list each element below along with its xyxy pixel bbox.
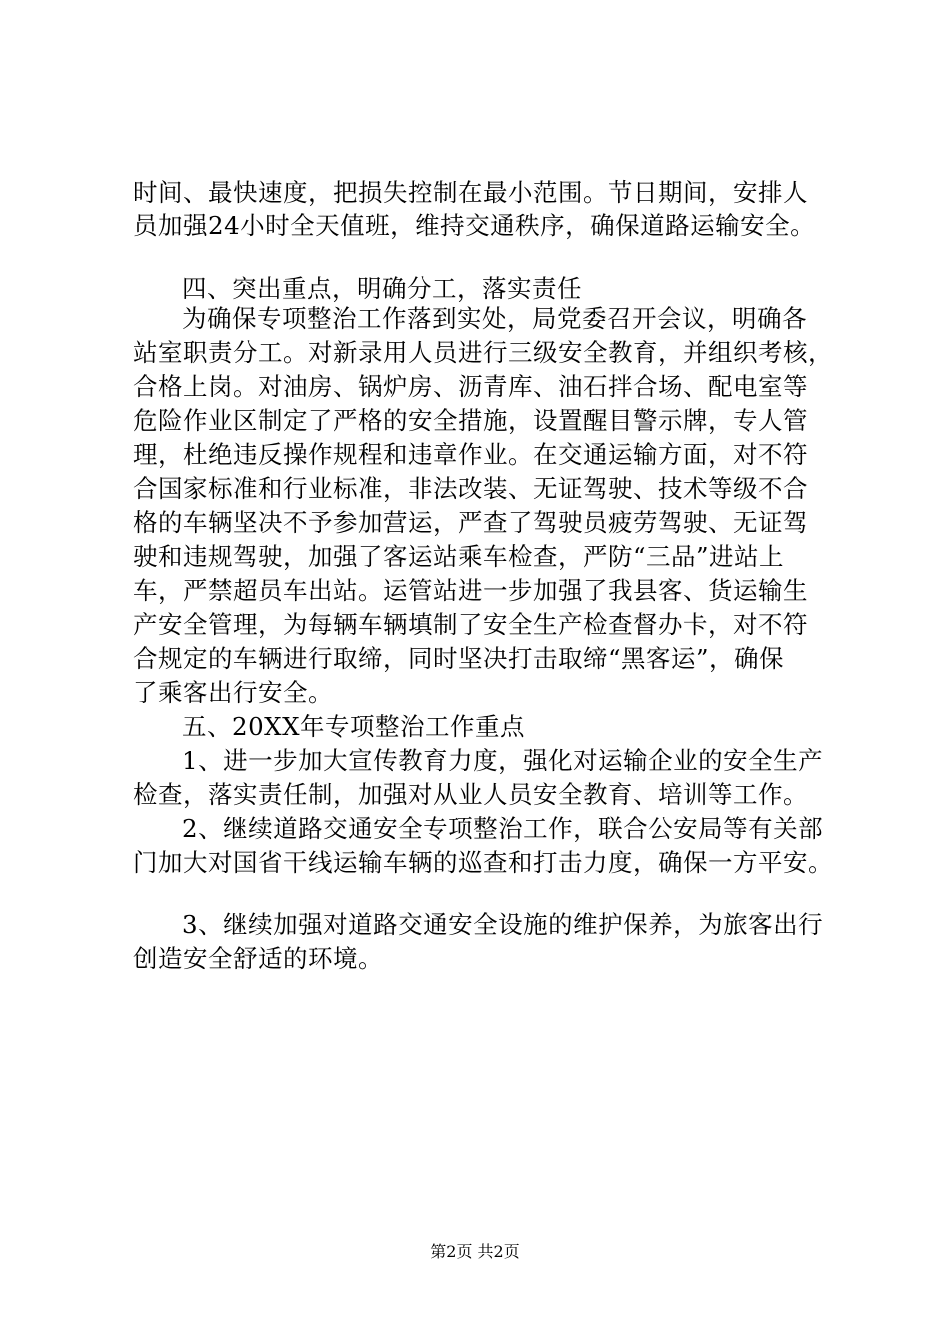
body-text-line: 合规定的车辆进行取缔，同时坚决打击取缔“黑客运”，确保 [133, 644, 785, 673]
body-text-line: 合国家标准和行业标准，非法改装、无证驾驶、技术等级不合 [133, 474, 808, 503]
body-text-line: 格的车辆坚决不予参加营运，严查了驾驶员疲劳驾驶、无证驾 [133, 508, 808, 537]
body-text-line: 时间、最快速度，把损失控制在最小范围。节日期间，安排人 [133, 178, 808, 207]
body-text-line: 产安全管理，为每辆车辆填制了安全生产检查督办卡，对不符 [133, 610, 808, 639]
body-text-line: 员加强24小时全天值班，维持交通秩序，确保道路运输安全。 [133, 211, 816, 240]
body-text-line: 站室职责分工。对新录用人员进行三级安全教育，并组织考核， [133, 338, 833, 367]
list-item-2: 2、继续道路交通安全专项整治工作，联合公安局等有关部 [182, 814, 824, 843]
body-text-line: 了乘客出行安全。 [133, 678, 333, 707]
body-text-line: 门加大对国省干线运输车辆的巡查和打击力度，确保一方平安。 [133, 848, 833, 877]
body-text-line: 车，严禁超员车出站。运管站进一步加强了我县客、货运输生 [133, 576, 808, 605]
section-heading-4: 四、突出重点，明确分工，落实责任 [182, 274, 582, 303]
list-item-1: 1、进一步加大宣传教育力度，强化对运输企业的安全生产 [182, 746, 824, 775]
body-text-line: 危险作业区制定了严格的安全措施，设置醒目警示牌，专人管 [133, 406, 808, 435]
page-number-footer: 第2页 共2页 [430, 1242, 520, 1261]
list-item-3: 3、继续加强对道路交通安全设施的维护保养，为旅客出行 [182, 910, 824, 939]
section-heading-5: 五、20XX年专项整治工作重点 [182, 712, 526, 741]
body-text-line: 驶和违规驾驶，加强了客运站乘车检查，严防“三品”进站上 [133, 542, 785, 571]
body-text-line: 为确保专项整治工作落到实处，局党委召开会议，明确各 [182, 304, 807, 333]
body-text-line: 理，杜绝违反操作规程和违章作业。在交通运输方面，对不符 [133, 440, 808, 469]
body-text-line: 合格上岗。对油房、锅炉房、沥青库、油石拌合场、配电室等 [133, 372, 808, 401]
body-text-line: 创造安全舒适的环境。 [133, 944, 383, 973]
body-text-line: 检查，落实责任制，加强对从业人员安全教育、培训等工作。 [133, 780, 808, 809]
